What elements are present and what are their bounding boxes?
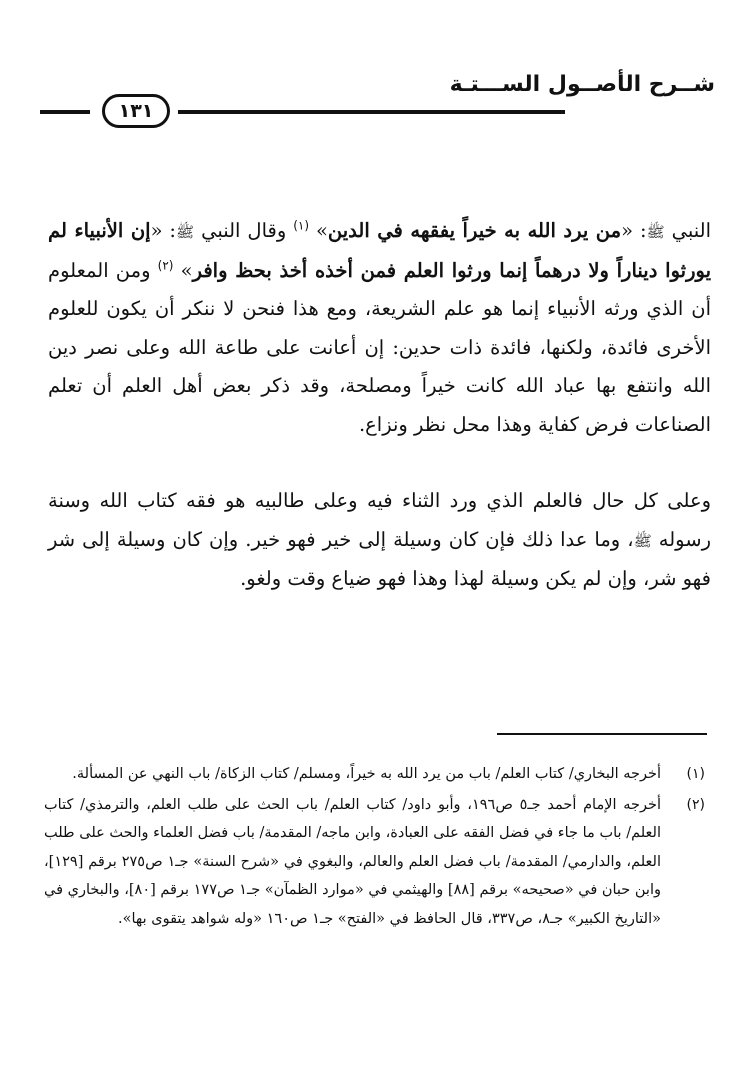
salutation-glyph: ﷺ bbox=[176, 223, 195, 241]
footnote bbox=[44, 791, 705, 934]
body-text-run: وعلى كل حال فالعلم الذي ورد الثناء فيه وعلى طالبيه هو فقه كتاب الله وسنة رسوله bbox=[48, 489, 711, 551]
footnote-number: (٢) bbox=[686, 796, 705, 813]
page-header bbox=[40, 72, 715, 132]
header-rule-end bbox=[40, 110, 90, 114]
footnote-text: أخرجه الإمام أحمد جـ٥ ص١٩٦، وأبو داود/ كتاب العلم/ باب الحث على طلب العلم، والترمذي/ كتاب العلم/ باب ما جاء في فضل الفقه على العبادة، وابن ماجه/ المقدمة/ باب فضل العلماء والحث على طلب العلم، والدارمي/ المقدمة/ باب فضل العلم والعالم، والبغوي في «شرح السنة» جـ١ ص٢٧٥ برقم [١٢٩]، وابن حبان في «صحيحه» برقم [٨٨] والهيثمي في «موارد الظمآن» جـ١ ص١٧٧ برقم [٨٠]، والبخاري في «التاريخ الكبير» جـ٨، ص٣٣٧، قال الحافظ في «الفتح» جـ١ ص١٦٠ «وله شواهد يتقوى بها». bbox=[44, 796, 662, 927]
body-text-run: : « bbox=[621, 219, 647, 242]
body-paragraph bbox=[48, 212, 711, 444]
header-rule bbox=[178, 110, 565, 114]
salutation-glyph: ﷺ bbox=[633, 531, 652, 550]
footnote-reference: (٢) bbox=[157, 258, 174, 272]
running-title: شــرح الأصــول الســـتـة bbox=[449, 72, 715, 97]
body-text-run: ومن المعلوم أن الذي ورثه الأنبياء إنما هو علم الشريعة، ومع هذا فنحن لا ننكر أن يكون للعلوم الأخرى فائدة، ولكنها، فائدة ذات حدين: إن أعانت على طاعة الله وعلى نصر دين الله وانتفع بها عباد الله كانت خيراً ومصلحة، وقد ذكر بعض أهل العلم أن تعلم الصناعات فرض كفاية وهذا محل نظر ونزاع. bbox=[48, 258, 711, 436]
hadith-quote: من يرد الله به خيراً يفقهه في الدين bbox=[327, 219, 622, 242]
page-number-badge bbox=[102, 94, 170, 128]
page-number: ١٣١ bbox=[118, 100, 154, 122]
body-text-run: » bbox=[309, 219, 328, 242]
body-text-run: النبي bbox=[664, 219, 711, 242]
footnote bbox=[44, 760, 705, 789]
footnotes bbox=[44, 760, 705, 935]
footnote-separator bbox=[497, 733, 707, 735]
body-text-run: : « bbox=[150, 219, 177, 242]
body-text-run: » bbox=[173, 258, 193, 282]
body-paragraph bbox=[48, 482, 711, 599]
footnote-text: أخرجه البخاري/ كتاب العلم/ باب من يرد الله به خيراً، ومسلم/ كتاب الزكاة/ باب النهي عن المسألة. bbox=[72, 766, 661, 782]
hadith-quote: إن الأنبياء لم يورثوا ديناراً ولا درهماً إنما ورثوا العلم فمن أخذه أخذ بحظ وافر bbox=[48, 219, 711, 282]
footnote-number: (١) bbox=[686, 766, 705, 782]
body-text-run: ، وما عدا ذلك فإن كان وسيلة إلى خير فهو خير. وإن كان وسيلة إلى شر فهو شر، وإن لم يكن وسيلة لهذا وهذا فهو ضياع وقت ولغو. bbox=[48, 527, 711, 590]
salutation-glyph: ﷺ bbox=[646, 223, 665, 241]
body-text-run: وقال النبي bbox=[194, 219, 294, 242]
footnote-reference: (١) bbox=[293, 218, 310, 233]
main-text bbox=[48, 212, 711, 599]
